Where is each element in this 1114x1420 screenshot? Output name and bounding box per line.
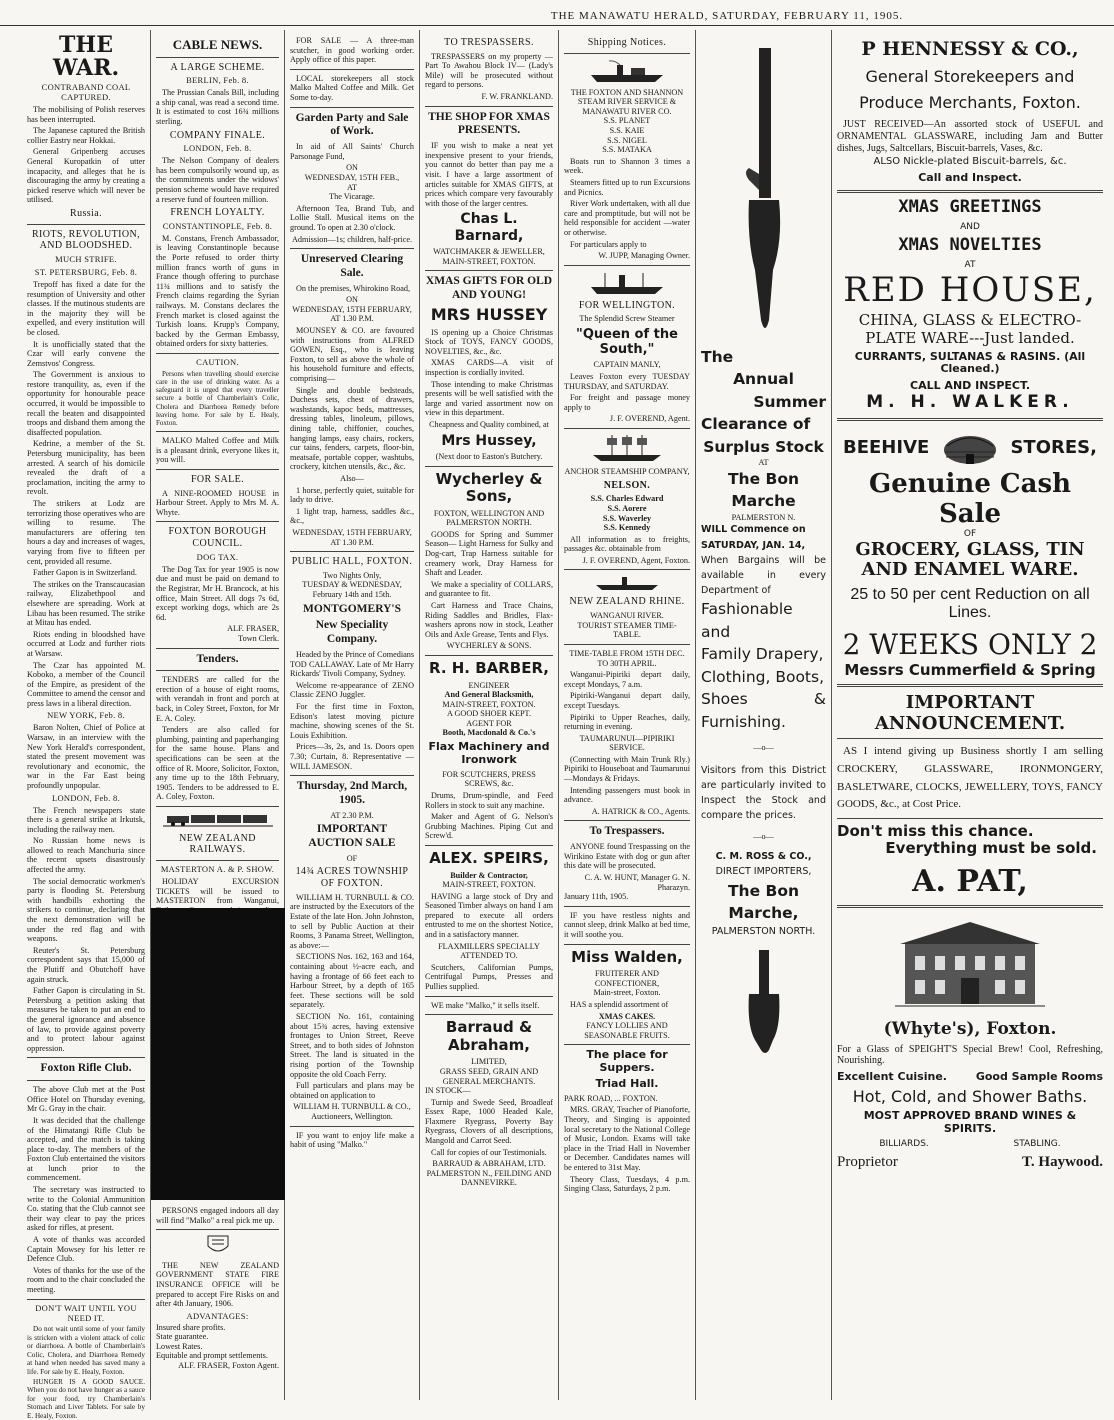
- subheading: FRENCH LOYALTY.: [170, 207, 265, 219]
- paragraph: The Japanese captured the British collier Eastry near Hokkai.: [27, 126, 145, 145]
- date: WEDNESDAY, 15TH FEBRUARY, AT 1.30 P.M.: [292, 527, 412, 547]
- paragraph: HAVING a large stock of Dry and Seasoned Timber always on hand I am prepared to execute all orders entrusted to me on the shortest Notice, and in a satisfactory manner.: [425, 891, 553, 940]
- label: 25 to 50 per cent Reduction on all Lines.: [850, 585, 1090, 622]
- auction-heading: IMPORTANT AUCTION SALE: [308, 823, 396, 850]
- date: January 11th, 1905.: [564, 892, 629, 902]
- hussey-name: MRS HUSSEY: [430, 304, 548, 324]
- subheading: FOR SALE.: [190, 473, 245, 485]
- stock-line: Clothing, Boots,: [701, 667, 825, 686]
- vessel: S.S. Charles Edward: [590, 494, 664, 504]
- paragraph: LOCAL storekeepers all stock Malko Malted Coffee and Milk. Get Some to-day.: [290, 73, 414, 102]
- signature: J. F. OVEREND, Agent, Foxton.: [582, 555, 690, 565]
- signature: T. Haywood.: [1022, 1153, 1103, 1170]
- paragraph: Riots ending in bloodshed have occurred at Lodz and further riots at Warsaw.: [27, 629, 145, 658]
- subheading: A LARGE SCHEME.: [170, 61, 265, 73]
- list-item: Lowest Rates.: [156, 1341, 203, 1351]
- trade: FRUITERER AND CONFECTIONER,: [594, 969, 660, 988]
- paragraph: Theory Class, Tuesdays, 4 p.m. Singing Class, Saturdays, 2 p.m.: [564, 1174, 690, 1194]
- label: Call and Inspect.: [918, 171, 1022, 185]
- subheading: ADVANTAGES:: [186, 1310, 249, 1321]
- subheading: MUCH STRIFE.: [55, 254, 117, 265]
- paragraph: A vote of thanks was accorded Captain Mowsey for his letter re Defence Club.: [27, 1235, 145, 1264]
- signature: ALF. FRASER, Foxton Agent.: [178, 1361, 279, 1371]
- subheading: NEW ZEALAND RAILWAYS.: [179, 832, 256, 856]
- war-subheading: CONTRABAND COAL CAPTURED.: [41, 82, 131, 103]
- paragraph: Intending passengers must book in advance.: [564, 785, 690, 805]
- paragraph: Cart Harness and Trace Chains, Riding Saddles and Bridles, Flax-washers aprons now in stock, Leather Oils and Axle Grease, Tents and Flys.: [425, 601, 553, 639]
- subheading: 14¾ ACRES TOWNSHIP OF FOXTON.: [295, 866, 409, 890]
- paragraph: In aid of All Saints' Church Parsonage Fund,: [290, 142, 414, 161]
- label: AGENT FOR: [466, 718, 512, 728]
- paragraph: FOR SALE — A three-man scutcher, in good working order. Apply office of this paper.: [290, 36, 414, 65]
- paragraph: Wanganui-Pipiriki depart daily, except Mondays, 7 a.m.: [564, 670, 690, 689]
- pointing-hand-icon: [701, 946, 826, 1056]
- paragraph: Do not wait until some of your family is stricken with a violent attack of colic or diarrhoea. A bottle of Chamberlain's Colic, Cholera, and Diarrhoea Remedy at hand when needed has saved many a life. For sale by E. Healy, Foxton.: [27, 1325, 145, 1376]
- subheading: NEW ZEALAND RHINE.: [569, 596, 685, 608]
- label: The Splendid Screw Steamer: [579, 314, 675, 324]
- subheading: TOURIST STEAMER TIME-TABLE.: [577, 620, 677, 640]
- address: MAIN-STREET, FOXTON.: [442, 880, 536, 890]
- subheading: WANGANUI RIVER.: [590, 611, 664, 621]
- paragraph: The Nelson Company of dealers has been compulsorily wound up, as the commitments under the widows' pension scheme would have required a reserve fund of fourteen million.: [156, 156, 279, 204]
- paragraph: General Gripenberg accuses General Kuropatkin of utter incapacity, and alleges that he is discouraging the army by creating a picked reserve which will never be utilised.: [27, 147, 145, 205]
- label: Two Nights Only,: [322, 570, 382, 580]
- address: MAIN-STREET, FOXTON.: [442, 699, 536, 709]
- paragraph: Votes of thanks for the use of the room and to the chair concluded the meeting.: [27, 1265, 145, 1295]
- subheading: THE FOXTON AND SHANNON STEAM RIVER SERVICE & MANAWATU RIVER CO.: [570, 87, 684, 116]
- malko-ad: IF you want to enjoy life make a habit of using "Malko.": [290, 1130, 414, 1150]
- label: Don't miss this chance.: [837, 821, 1034, 840]
- label: AT: [758, 458, 769, 468]
- stock-line: Family Drapery,: [701, 645, 824, 664]
- label: XMAS CAKES.: [598, 1011, 656, 1021]
- label: Hot, Cold, and Shower Baths.: [852, 1087, 1088, 1107]
- masthead: THE MANAWATU HERALD, SATURDAY, FEBRUARY 11, 1905.: [0, 4, 1114, 26]
- paragraph: The Prussian Canals Bill, including a ship canal, was read a second time. It is estimated to cost 16¾ millions sterling.: [156, 88, 279, 126]
- trade: Builder & Contractor,: [450, 870, 528, 880]
- trespassers-heading: To Trespassers.: [589, 825, 665, 838]
- beehive-icon: [939, 426, 1001, 469]
- column-display-ads: [832, 30, 1108, 1400]
- a-pat-name: A. PAT,: [912, 863, 1028, 899]
- crest-icon: [156, 1234, 279, 1259]
- vessel: S.S. MATAKA: [602, 145, 652, 155]
- vessel: S.S. Aorere: [607, 503, 647, 513]
- paragraph: Call for copies of our Testimonials.: [431, 1147, 547, 1157]
- vessel: S.S. NIGEL: [607, 135, 647, 145]
- paragraph: IF you wish to make a neat yet inexpensive present to your friends, you cannot do better than pay me a visit. I have a large assortment of articles suitable for XMAS GIFTS, at prices which compare very favourably with those of the larger centres.: [425, 141, 553, 208]
- date: TUESDAY & WEDNESDAY,: [302, 580, 402, 590]
- hennessy-name: P HENNESSY & CO.,: [861, 38, 1079, 60]
- label: DIRECT IMPORTERS,: [715, 866, 812, 878]
- paragraph: HUNGER IS A GOOD SAUCE. When you do not have hunger as a sauce for your food, try Chamberlain's Stomach and Liver Tablets. For sale by E. Healy, Foxton.: [27, 1378, 145, 1420]
- auction-date-heading: Thursday, 2nd March, 1905.: [296, 780, 408, 806]
- bon-marche-name: The Bon Marche,: [727, 881, 799, 922]
- label: ON: [346, 163, 358, 173]
- paragraph: ANYONE found Trespassing on the Wirikino Estate with dog or gun after this date will be prosecuted.: [564, 842, 690, 871]
- label: LIMITED,: [471, 1057, 507, 1067]
- xmas-shop-heading: THE SHOP FOR XMAS PRESENTS.: [428, 110, 550, 137]
- label: AT: [964, 260, 976, 271]
- date: WEDNESDAY, 15TH FEBRUARY,: [292, 304, 412, 314]
- label: AT: [346, 182, 357, 192]
- trade: And General Blacksmith,: [444, 690, 534, 700]
- date: WEDNESDAY, 15TH FEB.,: [304, 172, 400, 182]
- paragraph: Persons when travelling should exercise care in the use of drinking water. As a safeguard it is urged that every traveller secure a bottle of Chamberlain's Colic, Cholera and Diarrhoea Remedy before leaving home. For sale by E. Healy, Foxton.: [156, 369, 279, 427]
- paragraph: Cheapness and Quality combined, at: [429, 420, 549, 429]
- subheading: TAUMARUNUI—PIPIRIKI SERVICE.: [579, 733, 675, 753]
- barber-name: R. H. BARBER,: [428, 658, 550, 677]
- walden-name: Miss Walden,: [571, 947, 683, 966]
- sale-heading: Summer: [753, 392, 826, 411]
- paragraph: MRS. GRAY, Teacher of Pianoforte, Theory, and Singing is appointed local secretary to the National College of Music, London. Exams will take place in the Triad Hall in November or December. Candidates names will be entered to 31st May.: [564, 1105, 690, 1173]
- rifle-club-heading: Foxton Rifle Club.: [40, 1062, 132, 1075]
- company-name: New Speciality Company.: [315, 619, 389, 646]
- paragraph: The secretary was instructed to write to the Colonial Ammunition Co. stating that the Club cannot see their way clear to pay the prices asked for rifles, at present.: [27, 1185, 145, 1233]
- paragraph: When Bargains will be available in every Department of: [701, 554, 826, 597]
- paragraph: River Work undertaken, with all due care and promptitude, but will not be held responsible for accident —water or otherwise.: [564, 199, 690, 237]
- column-war-news: [22, 30, 151, 1420]
- label: CALL AND INSPECT.: [910, 379, 1030, 393]
- vessel: S.S. PLANET: [603, 116, 651, 126]
- paragraph: Leaves Foxton every TUESDAY THURSDAY, and SATURDAY.: [564, 372, 690, 391]
- hussey-name: Mrs Hussey,: [441, 432, 537, 449]
- paragraph: TENDERS are called for the erection of a house of eight rooms, with verandah in front and porch at back, in Coley Street, Foxton, for Mr E. A. Coley.: [156, 675, 279, 723]
- signature: WILLIAM H. TURNBULL & CO., Auctioneers, Wellington.: [293, 1102, 411, 1121]
- address: (Next door to Easton's Butchery.: [435, 451, 543, 461]
- paragraph: Reuter's St. Petersburg correspondent says that 15,000 of the Plutiff and Obutchoff have again struck.: [27, 945, 145, 984]
- subheading: FOR WELLINGTON.: [578, 299, 676, 311]
- label: ON: [346, 295, 358, 305]
- speirs-name: ALEX. SPEIRS,: [429, 848, 549, 867]
- signature: F. W. FRANKLAND.: [481, 92, 553, 102]
- xmas-gifts-heading: XMAS GIFTS FOR OLD AND YOUNG!: [425, 275, 553, 302]
- column-notices: [285, 30, 420, 1400]
- label: FANCY LOLLIES AND SEASONABLE FRUITS.: [584, 1021, 670, 1040]
- xmas-greetings: XMAS GREETINGS: [898, 197, 1042, 218]
- signature: C. A. W. HUNT, Manager G. N. Pharazyn.: [584, 873, 690, 892]
- section-heading: Russia.: [70, 208, 102, 219]
- label: Excellent Cuisine.: [837, 1070, 947, 1084]
- suppers-heading: The place for Suppers.: [586, 1048, 668, 1075]
- stock-line: Shoes & Furnishing.: [701, 690, 826, 731]
- column-shops: [420, 30, 559, 1400]
- label: Good Sample Rooms: [975, 1070, 1103, 1084]
- beehive-word: BEEHIVE: [843, 436, 930, 458]
- paragraph: Prices—3s, 2s, and 1s. Doors open 7.30; Curtain, 8. Representative — WILL JAMESON.: [290, 742, 414, 771]
- barnard-name: Chas L. Barnard,: [454, 211, 524, 244]
- wycherley-name: Wycherley & Sons,: [435, 469, 543, 506]
- label: Proprietor: [837, 1153, 898, 1170]
- paragraph: Kedrine, a member of the St. Petersburg municipality, has been arrested. A search of his domicile revealed the draft of a proclamation, inciting the army to revolt.: [27, 439, 145, 497]
- paragraph: Father Gapon is circulating in St. Petersburg a petition asking that measures be taken to put an end to the general ignorance and absence of law, to provide against poverty and to protect labour against oppression.: [27, 986, 145, 1053]
- label: MOST APPROVED BRAND WINES & SPIRITS.: [863, 1108, 1077, 1135]
- paragraph: 1 light trap, harness, saddles &c., &c.,: [290, 506, 414, 526]
- paragraph: Headed by the Prince of Comedians TOD CALLAWAY. Late of Mr Harry Rickards' Tivoli Company, Sydney.: [290, 649, 415, 679]
- paragraph: The Czar has appointed M. Koboko, a member of the Council of the Empire, as president of the Committee to amend the censor and press laws in a liberal direction.: [27, 660, 146, 708]
- date: SATURDAY, JAN. 14,: [701, 539, 806, 551]
- paragraph: HAS a splendid assortment of: [570, 999, 669, 1009]
- paragraph: 1 horse, perfectly quiet, suitable for lady to drive.: [290, 485, 414, 505]
- paragraph: For particulars apply to: [570, 239, 647, 249]
- label: WILL Commence on: [701, 524, 806, 536]
- paragraph: Baron Nolten, Chief of Police at Warsaw, in an interview with the New York Herald's correspondent, stated the present movement was revolutionary and economic, the war in the Far East being profoundly unpopular.: [27, 723, 145, 790]
- trade: GRASS SEED, GRAIN AND GENERAL MERCHANTS.: [439, 1066, 539, 1086]
- red-house-name: RED HOUSE,: [843, 269, 1097, 310]
- address: PARK ROAD, ... FOXTON.: [564, 1093, 658, 1103]
- dateline: LONDON, Feb. 8.: [51, 792, 120, 803]
- paragraph: The above Club met at the Post Office Hotel on Thursday evening, Mr G. Gray in the chair.: [27, 1085, 145, 1114]
- paragraph: Visitors from this District are particularly invited to Inspect the Stock and compare the prices.: [701, 764, 826, 822]
- paragraph: A NINE-ROOMED HOUSE in Harbour Street. Apply to Mrs M. A. Whyte.: [156, 488, 279, 517]
- dateline: ST. PETERSBURG, Feb. 8.: [34, 267, 138, 277]
- paragraph: Pipiriki-Wanganui depart daily, except Tuesdays.: [564, 691, 690, 710]
- dateline: BERLIN, Feb. 8.: [186, 75, 249, 86]
- list-item: Insured share profits.: [156, 1322, 226, 1332]
- column-bon-marche: The Annual Summer Clearance of Surplus Stock AT The Bon Marche PALMERSTON N. WILL Commence on SATURDAY, JAN. 14, When Bargains will be available in every Department of Fashionable and Family Drapery, Clothing, Boots, Shoes & Furnishing. —o— Visitors from this District are particularly invited to Inspect the Stock and compare the prices. —o— C. M. ROSS & CO., DIRECT IMPORTERS, The Bon Marche, PALMERSTON NORTH.: [696, 30, 832, 1400]
- address: PALMERSTON N., FEILDING AND DANNEVIRKE.: [426, 1168, 552, 1188]
- address: PALMERSTON NORTH.: [711, 926, 816, 938]
- clearing-sale-heading: Unreserved Clearing Sale.: [300, 253, 404, 279]
- signature: W. JUPP, Managing Owner.: [598, 251, 690, 261]
- paragraph: Steamers fitted up to run Excursions and Picnics.: [564, 178, 690, 197]
- address: PALMERSTON N.: [731, 512, 796, 522]
- paragraph: SECTIONS Nos. 162, 163 and 164, containing about ½-acre each, and having a frontage of 66 feet each to Harbour Street, by a depth of 165 feet. These sections will be sold separately.: [290, 952, 414, 1010]
- signature-title: Town Clerk.: [238, 633, 279, 643]
- address: FOXTON, WELLINGTON AND PALMERSTON NORTH.: [433, 508, 545, 528]
- paragraph: The strikes on the Transcaucasian railway, Elizabethpool and elsewhere are spreading. Work at Libau has been resumed. The strike at Mitau has ended.: [27, 579, 145, 628]
- barraud-name: Barraud & Abraham,: [445, 1018, 533, 1054]
- paragraph: The strikers at Lodz are terrorizing those operatives who are willing to resume. The manufacturers are offering ten hours a day and increases of wages, varying from five to fifteen per cent, provided all resume.: [27, 499, 145, 566]
- subheading: MASTERTON A. & P. SHOW.: [160, 863, 275, 874]
- walker-name: M. H. WALKER.: [866, 392, 1074, 413]
- paragraph: No Russian home news is allowed to reach Manchuria since the recent upsets disastrously affected the army.: [27, 836, 145, 875]
- paragraph: All information as to freights, passages &c. obtainable from: [564, 534, 690, 554]
- paragraph: For the first time in Foxton, Edison's latest moving picture machine, showing scenes of the St. Louis Exhibition.: [290, 701, 414, 740]
- paragraph: The French newspapers state there is a general strike at Irkutsk, including the railway men.: [27, 805, 145, 834]
- paragraph: WILLIAM H. TURNBULL & CO. are instructed by the Executors of the Estate of the late Hon. John Johnston, to sell by Public Auction at their Rooms, 3 Panama Street, Wellington, as above:—: [290, 892, 414, 950]
- triad-hall: Triad Hall.: [595, 1077, 659, 1090]
- admission: Admission—1s; children, half-price.: [291, 234, 413, 244]
- paragraph: Maker and Agent of G. Nelson's Grubbing Machines. Piping Cut and Screw'd.: [425, 812, 553, 841]
- subheading: ANCHOR STEAMSHIP COMPANY,: [564, 467, 690, 477]
- label: OF: [963, 529, 977, 540]
- paragraph: TRESPASSERS on my property —Part To Awahou Block IV— (Lady's Mile) will be prosecuted without regard to persons.: [425, 51, 553, 90]
- malko-ad: IF you have restless nights and cannot sleep, drink Malko at bed time, it will soothe you.: [564, 910, 690, 939]
- paragraph: Drums, Drum-spindle, and Feed Rollers in stock to suit any machine.: [425, 790, 553, 810]
- address: MAIN-STREET, FOXTON.: [442, 256, 536, 266]
- paragraph: Father Gapon is in Switzerland.: [33, 568, 137, 578]
- date: February 14th and 15th.: [312, 590, 392, 599]
- label: IN STOCK—: [425, 1086, 471, 1096]
- shipping-heading: Shipping Notices.: [587, 37, 667, 48]
- column-shipping: [559, 30, 696, 1400]
- riverboat-icon: [564, 574, 690, 592]
- signature: BARRAUD & ABRAHAM, LTD.: [432, 1159, 546, 1169]
- sale-heading: Annual: [733, 370, 794, 389]
- paragraph: The mobilising of Polish reserves has been interrupted.: [27, 105, 145, 124]
- label: OF: [346, 853, 358, 863]
- column-cable-news-lower: [151, 1200, 285, 1400]
- paragraph: Boats run to Shannon 3 times a week.: [564, 156, 690, 176]
- paragraph: Pipiriki to Upper Reaches, daily, returning in evening.: [564, 712, 690, 732]
- company-name: MONTGOMERY'S: [303, 602, 401, 615]
- tenders-heading: Tenders.: [196, 652, 239, 665]
- announcement-heading: IMPORTANT ANNOUNCEMENT.: [874, 692, 1066, 735]
- subheading: CAUTION.: [196, 356, 239, 367]
- subheading: FOXTON BOROUGH COUNCIL.: [168, 526, 267, 550]
- label: Booth, Macdonald & Co.'s: [442, 728, 536, 738]
- paragraph: Single and double bedsteads, Duchess sets, chest of drawers, washstands, kapoc beds, mattresses, dressing tables, linoleum, pillows, dining table, chiffonier, couches, hanging lamps, easy chairs, rockers, cur tains, fenders, carpets, floor-bin, meatsafe, portable copper, washtubs, crockery, kitchen utensils, &c., &c.: [290, 385, 414, 472]
- paragraph: SECTION No. 161, containing about 15¾ acres, having extensive frontages to Union Street, Reeve Street, and to both sides of Johnston Street. The land is situated in the rising portion of the Township opposite the old Coach Ferry.: [290, 1011, 414, 1079]
- paragraph: Scutchers, Californian Pumps, Centrifugal Pumps, Presses and Pullies supplied.: [425, 962, 553, 992]
- label: AND: [960, 221, 980, 232]
- label: BILLIARDS.: [879, 1139, 929, 1150]
- sale-heading: Clearance of: [701, 415, 811, 434]
- list-item: Equitable and prompt settlements.: [156, 1351, 268, 1361]
- cable-news-heading: CABLE NEWS.: [172, 37, 263, 52]
- cash-sale-heading: Genuine Cash Sale: [868, 468, 1071, 530]
- signature: ALF. FRASER,: [227, 624, 279, 634]
- paragraph: We make a speciality of COLLARS, and guarantee to fit.: [425, 579, 553, 599]
- pointing-hand-icon: [701, 40, 826, 340]
- dateline: CONSTANTINOPLE, Feb. 8.: [162, 220, 273, 231]
- paragraph: Turnip and Swede Seed, Broadleaf Essex Rape, 1000 Headed Kale, Flaxmere Ryegrass, Poverty Bay Ryegrass, Clovers of all descriptions, Mangold and Carrot Seed.: [425, 1097, 553, 1146]
- whyte-hotel-name: (Whyte's), Foxton.: [883, 1018, 1057, 1039]
- signature: J. F. OVEREND, Agent.: [609, 414, 690, 424]
- list-item: State guarantee.: [156, 1332, 209, 1342]
- train-icon: [156, 811, 279, 830]
- hotel-building-icon: [837, 914, 1103, 1014]
- garden-party-heading: Garden Party and Sale of Work.: [295, 111, 409, 138]
- stock-line: Fashionable and: [701, 600, 793, 641]
- paragraph: For a Glass of SPEIGHT'S Special Brew! Cool, Refreshing, Nourishing.: [837, 1043, 1103, 1067]
- label: GROCERY, GLASS, TIN AND ENAMEL WARE.: [855, 538, 1085, 580]
- sailing-ship-icon: [564, 433, 690, 463]
- label: ALSO Nickle-plated Biscuit-barrels, &c.: [873, 156, 1067, 168]
- subheading: TIME-TABLE FROM 15TH DEC. TO 30TH APRIL.: [569, 648, 685, 668]
- signature: WYCHERLEY & SONS.: [446, 641, 532, 651]
- label: FLAXMILLERS SPECIALLY ATTENDED TO.: [438, 941, 540, 961]
- steamer-icon: [564, 270, 690, 296]
- subheading: DOG TAX.: [196, 551, 239, 562]
- trade: General Storekeepers and Produce Merchants, Foxton.: [859, 67, 1081, 112]
- subheading: COMPANY FINALE.: [169, 129, 266, 141]
- paragraph: Those intending to make Christmas presents will be well satisfied with the large and varied assortment now on view in this department.: [425, 379, 553, 418]
- label: Flax Machinery and Ironwork: [428, 740, 550, 766]
- paragraph: JUST RECEIVED—An assorted stock of USEFUL and ORNAMENTAL GLASSWARE, including Jam and Butter dishes, Jugs, Saltcellars, Biscuit-barrels, Vases, &c.: [837, 119, 1103, 154]
- signature: C. M. ROSS & CO.,: [715, 851, 812, 863]
- xmas-novelties: XMAS NOVELTIES: [898, 235, 1042, 256]
- paragraph: MOUNSEY & CO. are favoured with instructions from ALFRED GOWEN, Esq., who is leaving Foxton, to sell as above the whole of his household furniture and effects, comprising—: [290, 326, 414, 384]
- trade: WATCHMAKER & JEWELLER,: [433, 247, 545, 257]
- paragraph: For freight and passage money apply to: [564, 393, 690, 412]
- label: CAPTAIN MANLY,: [593, 360, 661, 370]
- paragraph: AS I intend giving up Business shortly I am selling CROCKERY, GLASSWARE, IRONMONGERY, BASLETWARE, CLOCKS, JEWELLERY, TOYS, FANCY GOODS, &c., at Cost Price.: [837, 745, 1103, 811]
- paragraph: XMAS CARDS—A visit of inspection is cordially invited.: [425, 358, 553, 378]
- venue: The Vicarage.: [329, 192, 375, 202]
- dateline: LONDON, Feb. 8.: [183, 143, 252, 154]
- war-headline: THE WAR.: [52, 32, 120, 82]
- ink-blot: [151, 908, 285, 1200]
- label: Also—: [340, 473, 364, 483]
- paragraph: It was decided that the challenge of the Himatangi Rifle Club be accepted, and the match is taking place to-day. The members of the Foxton Club entertained the visitors at lunch prior to the commencement.: [27, 1115, 145, 1183]
- paragraph: Tenders are also called for plumbing, painting and paperhanging for the same house. Plans and specifications can be seen at the office of R. Moore, Solicitor, Foxton, any time up to the 18th February, 1905. Tenders to be addressed to E. A. Coley, Foxton.: [156, 725, 279, 802]
- paragraph: IS opening up a Choice Christmas Stock of TOYS, FANCY GOODS, NOVELTIES, &c., &c.: [425, 327, 553, 356]
- steamer-icon: [564, 58, 690, 84]
- paragraph: The Dog Tax for year 1905 is now due and must be paid on demand to the Registrar, Mr H. Brancock, at his office, Main Street. All dogs 7s 6d, except working dogs, which are 2s 6d.: [156, 564, 279, 622]
- stores-word: STORES,: [1010, 436, 1097, 458]
- paragraph: It is unofficially stated that the Czar will early convene the Zemstvos' Congress.: [27, 339, 145, 368]
- paragraph: Afternoon Tea, Brand Tub, and Lollie Stall. Musical items on the ground. To open at 2.30 o'clock.: [290, 203, 414, 232]
- queen-of-the-south: "Queen of the South,": [576, 327, 678, 358]
- time: AT 1.30 P.M.: [330, 314, 374, 324]
- vessel: S.S. Waverley: [602, 513, 652, 523]
- subheading: PUBLIC HALL, FOXTON.: [291, 556, 413, 568]
- subheading: TO TRESPASSERS.: [444, 37, 534, 48]
- paragraph: (Connecting with Main Trunk Rly.) Pipiriki to Houseboat and Taumarunui—Mondays & Fridays.: [564, 754, 690, 784]
- subheading: DON'T WAIT UNTIL YOU NEED IT.: [35, 1302, 137, 1323]
- vessel: S.S. KAIE: [609, 126, 645, 136]
- paragraph: The social democratic workmen's party is flooding St. Petersburg with handbills exhorting the strikers to continue, declaring that the next demonstration will be under the red flag and with weapons.: [27, 876, 145, 944]
- label: FOR SCUTCHERS, PRESS SCREWS, &c.: [442, 769, 536, 789]
- paragraph: Trepoff has fixed a date for the resumption of University and other classes. If the mutinous students are in the majority they will be expelled, and every institution will be closed.: [27, 279, 145, 337]
- label: CURRANTS, SULTANAS & RASINS. (All Cleaned.): [854, 349, 1086, 376]
- section-heading: RIOTS, REVOLUTION, AND BLOODSHED.: [31, 228, 141, 252]
- paragraph: The Government is anxious to restore tranquility, as, even if the opportunity for honourable peace occurred, it would be impossible to recall the beaten and disappointed troops and disband them among the disaffected population.: [27, 370, 145, 437]
- signature: A. HATRICK & CO., Agents.: [591, 806, 690, 816]
- paragraph: Full particulars and plans may be obtained on application to: [290, 1081, 414, 1100]
- label: Messrs Cummerfield & Spring: [844, 660, 1096, 679]
- sale-heading: The: [701, 348, 734, 366]
- paragraph: GOODS for Spring and Summer Season— Light Harness for Sulky and Dog-cart, Trap Harness suitable for creamery work, Dray Harness for Shaft and Leader.: [425, 529, 553, 578]
- sale-heading: Surplus Stock: [703, 437, 824, 456]
- vessel: S.S. Kennedy: [603, 523, 651, 533]
- malko-ad: PERSONS engaged indoors all day will find "Malko" a real pick me up.: [156, 1206, 279, 1225]
- time: AT 2.30 P.M.: [330, 810, 374, 820]
- paragraph: Welcome re-appearance of ZENO Classic ZENO Juggler.: [290, 680, 414, 700]
- paragraph: HOLIDAY EXCURSION TICKETS will be issued to MASTERTON from Wanganui,: [156, 876, 279, 906]
- label: STABLING.: [1013, 1139, 1061, 1150]
- label: Everything must be sold.: [885, 839, 1097, 858]
- malko-ad: WE make "Malko," it sells itself.: [431, 1000, 540, 1010]
- paragraph: THE NEW ZEALAND GOVERNMENT STATE FIRE INSURANCE OFFICE will be prepared to accept Fire Risks on and after 4th January, 1906.: [156, 1260, 279, 1309]
- weeks-only: 2 WEEKS ONLY 2: [842, 627, 1098, 661]
- address: Main-street, Foxton.: [593, 988, 661, 998]
- bon-marche-name: The Bon Marche: [727, 469, 799, 511]
- trade: ENGINEER: [468, 680, 510, 690]
- paragraph: M. Constans, French Ambassador, is leaving Constantinople because the Porte refused to order thirty million francs worth of guns in France though offering to purchase 11¾ millions and to satisfy the French claims regarding the Syrian railways. M. Constans declares the French market is closed against the Turkish loans. Krupp's Company, backed by the German Embassy, obtained orders for sixty batteries.: [156, 233, 279, 349]
- label: A GOOD SHOER KEPT.: [446, 709, 531, 719]
- dateline: NEW YORK, Feb. 8.: [47, 710, 125, 721]
- paragraph: On the premises, Whirokino Road,: [296, 283, 411, 293]
- label: CHINA, GLASS & ELECTRO-PLATE WARE---Just landed.: [858, 310, 1082, 347]
- subheading: NELSON.: [603, 479, 651, 491]
- malko-ad: MALKO Malted Coffee and Milk is a pleasant drink, everyone likes it, you will.: [156, 436, 279, 465]
